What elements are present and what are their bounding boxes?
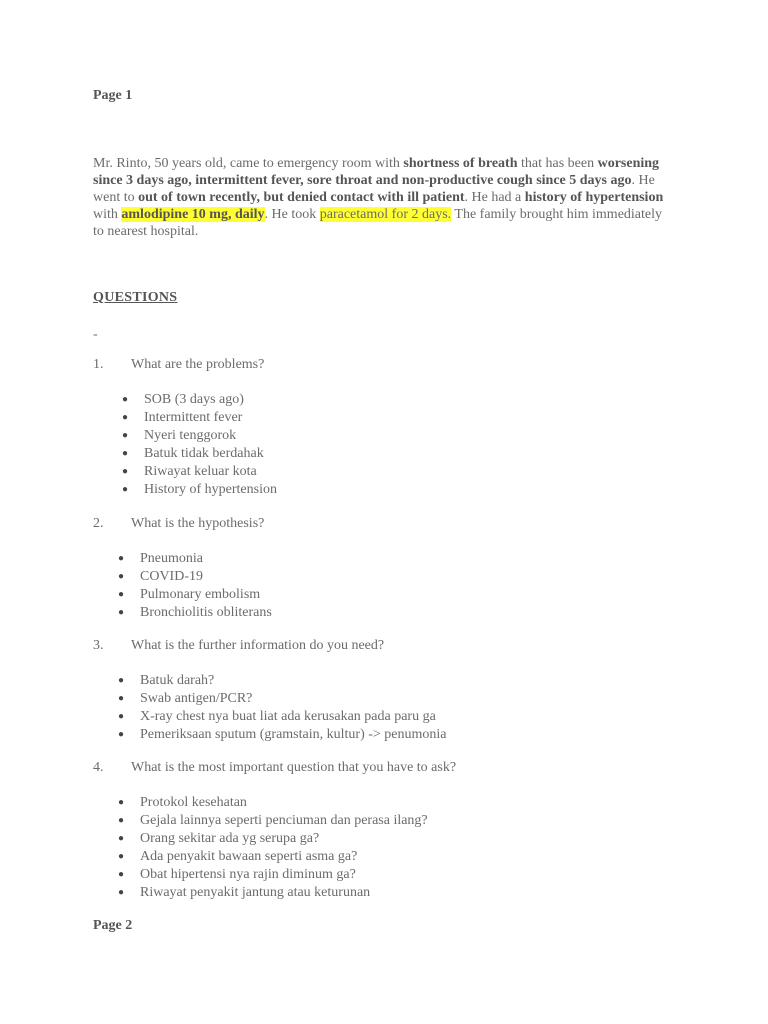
bullet-icon: ● [118, 571, 125, 582]
list-item: ● Pulmonary embolism [118, 587, 261, 602]
case-bold-text: worsening since 3 days ago, intermittent fever, sore throat and non-productive cough since 5 days ago [93, 156, 660, 188]
dash-marker: - [93, 327, 98, 342]
question-text: What is the most important question that you have to ask? [131, 760, 457, 775]
case-text: . He went to [93, 173, 655, 205]
bullet-icon: ● [122, 394, 129, 405]
bullet-icon: ● [118, 815, 125, 826]
case-text: . He had a [464, 190, 525, 205]
case-text: with [93, 207, 122, 222]
bullet-icon: ● [118, 869, 125, 880]
list-item: ● Intermittent fever [122, 410, 243, 425]
list-item: ● Riwayat keluar kota [122, 464, 257, 479]
question-text: What is the hypothesis? [131, 516, 265, 531]
bullet-list [118, 794, 428, 902]
bullet-icon: ● [118, 851, 125, 862]
bullet-icon: ● [118, 797, 125, 808]
case-bold-text: shortness of breath [403, 156, 518, 171]
bullet-list [122, 391, 277, 499]
list-item: ● X-ray chest nya buat liat ada kerusakan pada paru ga [118, 709, 436, 724]
list-item: ● Bronchiolitis obliterans [118, 605, 272, 620]
list-item: ● Pneumonia [118, 551, 203, 566]
bullet-icon: ● [122, 448, 129, 459]
bullet-icon: ● [118, 589, 125, 600]
list-item: ● Pemeriksaan sputum (gramstain, kultur) -> penumonia [118, 727, 447, 742]
list-item: ● SOB (3 days ago) [122, 392, 244, 407]
bullet-icon: ● [118, 675, 125, 686]
question-line [93, 357, 264, 373]
questions-heading: QUESTIONS [93, 290, 178, 305]
list-item: ● History of hypertension [122, 482, 277, 497]
bullet-icon: ● [118, 607, 125, 618]
question-number: 4. [93, 760, 104, 775]
list-item: ● COVID-19 [118, 569, 203, 584]
case-text: Mr. Rinto, 50 years old, came to emergency room with [93, 156, 404, 171]
question-line [93, 638, 384, 654]
question-number: 1. [93, 357, 104, 372]
list-item: ● Protokol kesehatan [118, 795, 247, 810]
case-paragraph [93, 155, 668, 240]
list-item: ● Ada penyakit bawaan seperti asma ga? [118, 849, 358, 864]
bullet-icon: ● [122, 412, 129, 423]
list-item: ● Batuk tidak berdahak [122, 446, 264, 461]
page-heading: Page 1 [93, 88, 133, 103]
bullet-icon: ● [118, 711, 125, 722]
question-number: 3. [93, 638, 104, 653]
bullet-icon: ● [122, 484, 129, 495]
bullet-icon: ● [118, 887, 125, 898]
bullet-icon: ● [118, 693, 125, 704]
list-item: ● Batuk darah? [118, 673, 215, 688]
list-item: ● Nyeri tenggorok [122, 428, 237, 443]
question-line [93, 760, 456, 776]
case-text: . He took [264, 207, 320, 222]
list-item: ● Obat hipertensi nya rajin diminum ga? [118, 867, 356, 882]
list-item: ● Riwayat penyakit jantung atau keturunan [118, 885, 371, 900]
question-text: What is the further information do you need? [131, 638, 385, 653]
case-text: The family brought him immediately to nearest hospital. [93, 207, 663, 239]
bullet-list [118, 550, 272, 622]
bullet-icon: ● [122, 466, 129, 477]
bullet-icon: ● [122, 430, 129, 441]
page-heading: Page 2 [93, 918, 133, 933]
bullet-list [118, 672, 447, 744]
case-text: that has been [517, 156, 598, 171]
case-bold-text: history of hypertension [524, 190, 664, 205]
list-item: ● Gejala lainnya seperti penciuman dan perasa ilang? [118, 813, 428, 828]
list-item: ● Orang sekitar ada yg serupa ga? [118, 831, 320, 846]
list-item: ● Swab antigen/PCR? [118, 691, 253, 706]
highlighted-text: paracetamol for 2 days. [319, 207, 452, 222]
highlighted-bold-text: amlodipine 10 mg, daily [121, 207, 265, 222]
question-line [93, 516, 264, 532]
bullet-icon: ● [118, 729, 125, 740]
question-text: What are the problems? [131, 357, 265, 372]
question-number: 2. [93, 516, 104, 531]
case-bold-text: out of town recently, but denied contact with ill patient [138, 190, 465, 205]
bullet-icon: ● [118, 553, 125, 564]
bullet-icon: ● [118, 833, 125, 844]
